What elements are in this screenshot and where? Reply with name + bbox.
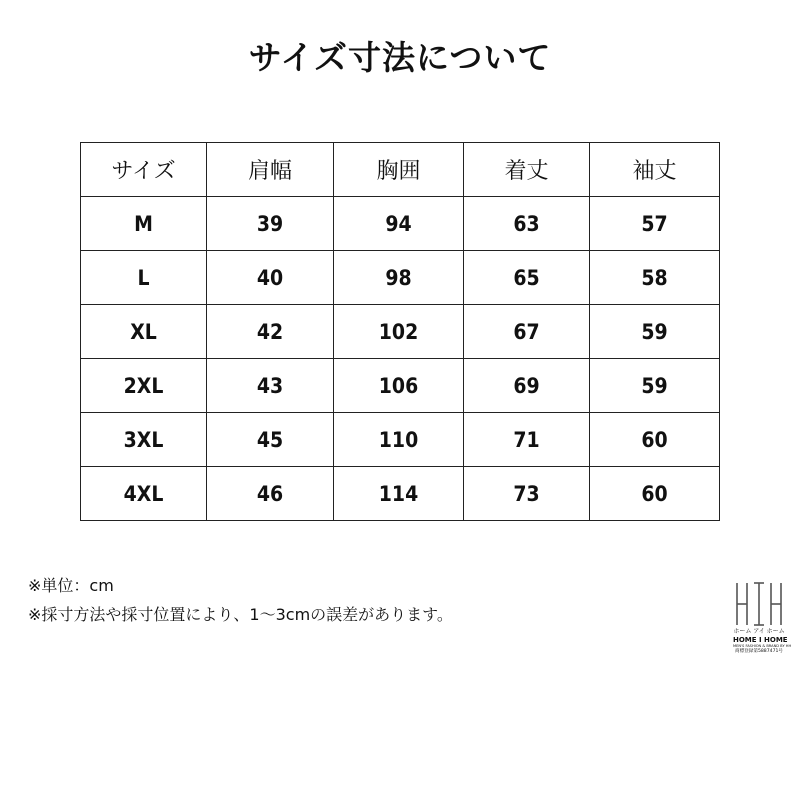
- brand-logo: [733, 580, 792, 655]
- table-row: [81, 413, 720, 467]
- table-cell: 45: [207, 413, 334, 467]
- table-cell: 106: [334, 359, 464, 413]
- table-cell: 63: [464, 197, 590, 251]
- page-title: サイズ寸法について: [248, 38, 552, 77]
- hih-monogram-icon: [734, 580, 784, 628]
- table-cell: 69: [464, 359, 590, 413]
- table-row: [81, 359, 720, 413]
- table-row: [81, 305, 720, 359]
- header-sleeve: 袖丈: [590, 143, 720, 197]
- table-cell: 57: [590, 197, 720, 251]
- table-cell: M: [81, 197, 207, 251]
- table-cell: 43: [207, 359, 334, 413]
- table-cell: 3XL: [81, 413, 207, 467]
- table-cell: 114: [334, 467, 464, 521]
- header-chest: 胸囲: [334, 143, 464, 197]
- table-cell: 60: [590, 413, 720, 467]
- table-row: [81, 251, 720, 305]
- table-cell: 59: [590, 305, 720, 359]
- table-cell: 73: [464, 467, 590, 521]
- table-cell: XL: [81, 305, 207, 359]
- logo-brand-name: HOME I HOME: [733, 636, 788, 644]
- table-row: [81, 467, 720, 521]
- logo-tagline: MEN'S FASHION & BRAND BY HH: [733, 644, 792, 648]
- unit-note: ※単位：cm: [28, 576, 114, 595]
- measurement-note: ※採寸方法や採寸位置により、1～3cmの誤差があります。: [28, 605, 453, 624]
- table-cell: 39: [207, 197, 334, 251]
- table-cell: 71: [464, 413, 590, 467]
- table-cell: 65: [464, 251, 590, 305]
- header-length: 着丈: [464, 143, 590, 197]
- table-cell: 2XL: [81, 359, 207, 413]
- table-cell: 110: [334, 413, 464, 467]
- header-shoulder-width: 肩幅: [207, 143, 334, 197]
- table-cell: 42: [207, 305, 334, 359]
- table-cell: 102: [334, 305, 464, 359]
- logo-kana: ホーム アイ ホーム: [733, 628, 785, 635]
- table-header-row: [81, 143, 720, 197]
- table-cell: 98: [334, 251, 464, 305]
- table-cell: L: [81, 251, 207, 305]
- size-table: [80, 142, 720, 521]
- table-cell: 94: [334, 197, 464, 251]
- header-size: サイズ: [81, 143, 207, 197]
- table-cell: 60: [590, 467, 720, 521]
- table-cell: 59: [590, 359, 720, 413]
- table-cell: 40: [207, 251, 334, 305]
- table-cell: 4XL: [81, 467, 207, 521]
- table-cell: 46: [207, 467, 334, 521]
- table-cell: 67: [464, 305, 590, 359]
- logo-trademark: 商標登録第5887471号: [734, 649, 784, 654]
- table-cell: 58: [590, 251, 720, 305]
- table-row: [81, 197, 720, 251]
